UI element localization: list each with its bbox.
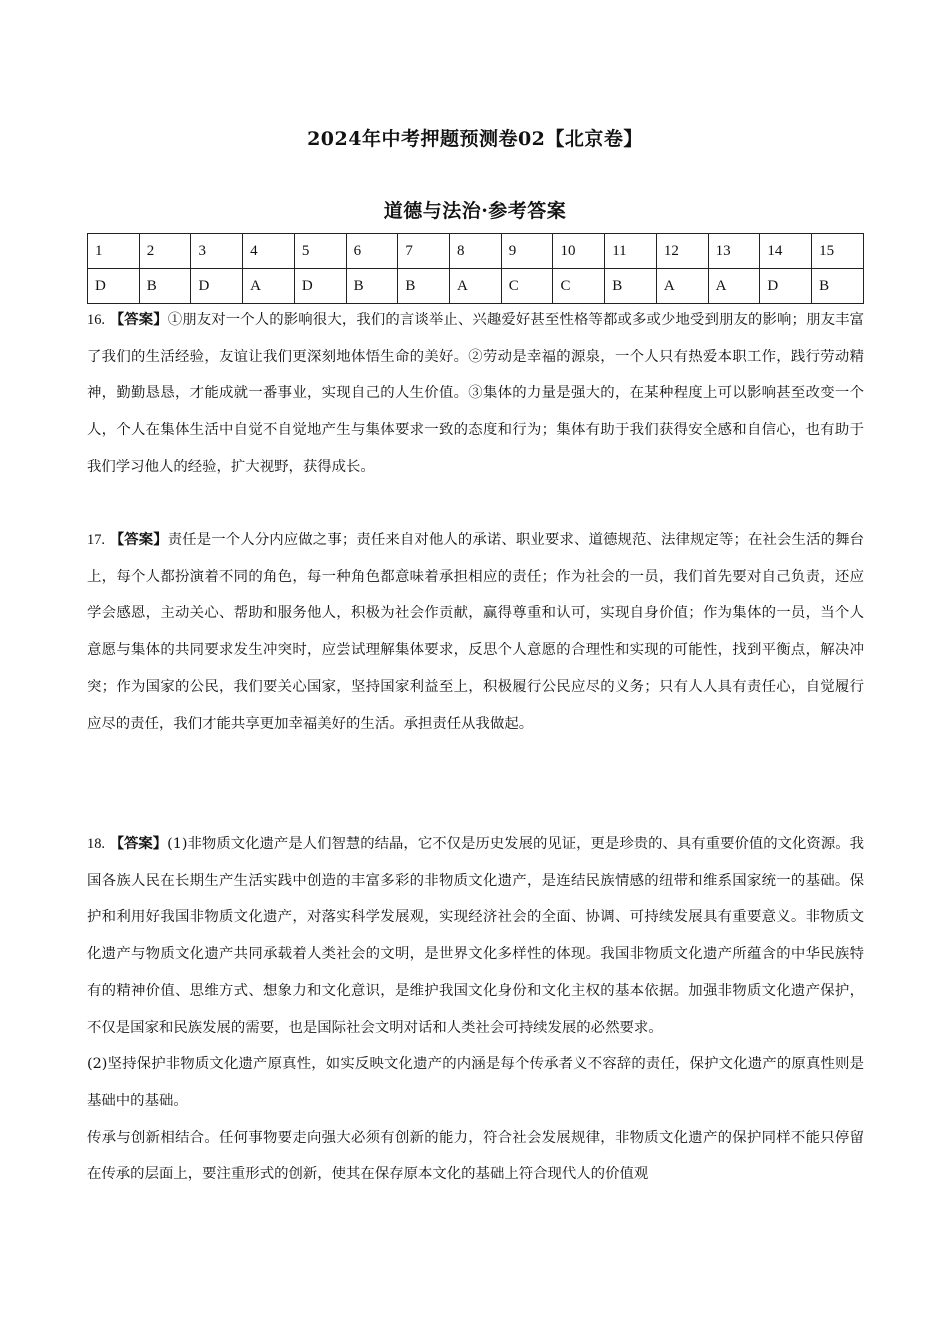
answer-cell: C (553, 269, 605, 304)
question-number-cell: 11 (605, 234, 657, 269)
question-number-cell: 15 (812, 234, 864, 269)
answer-18 (87, 826, 864, 1193)
answer-18-tag: 【答案】 (109, 835, 168, 852)
question-number-cell: 5 (294, 234, 346, 269)
answer-18-paragraph-1 (87, 826, 864, 1046)
answer-18-part-1: (1)非物质文化遗产是人们智慧的结晶，它不仅是历史发展的见证，更是珍贵的、具有重要价值的文化资源。我国各族人民在长期生产生活实践中创造的丰富多彩的非物质文化遗产，是连结民族情感的纽带和维系国家统一的基础。保护和利用好我国非物质文化遗产，对落实科学发展观，实现经济社会的全面、协调、可持续发展具有重要意义。非物质文化遗产与物质文化遗产共同承载着人类社会的文明，是世界文化多样性的体现。我国非物质文化遗产所蕴含的中华民族特有的精神价值、思维方式、想象力和文化意识，是维护我国文化身份和文化主权的基本依据。加强非物质文化遗产保护，不仅是国家和民族发展的需要，也是国际社会文明对话和人类社会可持续发展的必然要求。 (87, 836, 864, 1036)
answer-17-paragraph (87, 522, 864, 742)
answer-cell: B (398, 269, 450, 304)
question-number-cell: 14 (760, 234, 812, 269)
answer-table-answer-row (88, 269, 864, 304)
answer-cell: A (450, 269, 502, 304)
answer-17-text: 责任是一个人分内应做之事；责任来自对他人的承诺、职业要求、道德规范、法律规定等；在社会生活的舞台上，每个人都扮演着不同的角色，每一种角色都意味着承担相应的责任；作为社会的一员，我们首先要对自己负责，还应学会感恩，主动关心、帮助和服务他人，积极为社会作贡献，赢得尊重和认可，实现自身价值；作为集体的一员，当个人意愿与集体的共同要求发生冲突时，应尝试理解集体要求，反思个人意愿的合理性和实现的可能性，找到平衡点，解决冲突；作为国家的公民，我们要关心国家，坚持国家利益至上，积极履行公民应尽的义务；只有人人具有责任心，自觉履行应尽的责任，我们才能共享更加幸福美好的生活。承担责任从我做起。 (87, 532, 864, 732)
answer-17 (87, 522, 864, 742)
document-subtitle: 道德与法治·参考答案 (383, 200, 567, 222)
answer-cell: A (708, 269, 760, 304)
answer-17-tag: 【答案】 (109, 531, 168, 548)
question-number-cell: 7 (398, 234, 450, 269)
answer-16-text: ①朋友对一个人的影响很大，我们的言谈举止、兴趣爱好甚至性格等都或多或少地受到朋友的影响；朋友丰富了我们的生活经验，友谊让我们更深刻地体悟生命的美好。②劳动是幸福的源泉，一个人只有热爱本职工作，践行劳动精神，勤勤恳恳，才能成就一番事业，实现自己的人生价值。③集体的力量是强大的，在某种程度上可以影响甚至改变一个人，个人在集体生活中自觉不自觉地产生与集体要求一致的态度和行为；集体有助于我们获得安全感和自信心，也有助于我们学习他人的经验，扩大视野，获得成长。 (87, 312, 864, 475)
answer-table (87, 233, 864, 304)
question-number-cell: 4 (243, 234, 295, 269)
answer-table-number-row (88, 234, 864, 269)
answer-18-paragraph-3: 传承与创新相结合。任何事物要走向强大必须有创新的能力，符合社会发展规律，非物质文化遗产的保护同样不能只停留在传承的层面上，要注重形式的创新，使其在保存原本文化的基础上符合现代人的价值观 (87, 1129, 864, 1183)
document-title: 2024年中考押题预测卷02【北京卷】 (307, 128, 643, 150)
question-number-cell: 13 (708, 234, 760, 269)
answer-cell: D (88, 269, 140, 304)
answer-17-number: 17. (87, 532, 105, 548)
answer-cell: B (139, 269, 191, 304)
answer-cell: B (605, 269, 657, 304)
answer-cell: D (191, 269, 243, 304)
question-number-cell: 8 (450, 234, 502, 269)
answer-cell: B (812, 269, 864, 304)
answer-cell: D (294, 269, 346, 304)
answer-16-paragraph (87, 302, 864, 486)
answer-cell: A (243, 269, 295, 304)
answer-16-tag: 【答案】 (109, 311, 168, 328)
question-number-cell: 2 (139, 234, 191, 269)
answer-16-number: 16. (87, 312, 105, 328)
answer-18-paragraph-2: (2)坚持保护非物质文化遗产原真性，如实反映文化遗产的内涵是每个传承者义不容辞的责任，保护文化遗产的原真性则是基础中的基础。 (87, 1056, 864, 1109)
question-number-cell: 1 (88, 234, 140, 269)
answer-18-number: 18. (87, 836, 105, 852)
question-number-cell: 6 (346, 234, 398, 269)
question-number-cell: 10 (553, 234, 605, 269)
answer-cell: C (501, 269, 553, 304)
answer-cell: A (656, 269, 708, 304)
question-number-cell: 9 (501, 234, 553, 269)
question-number-cell: 3 (191, 234, 243, 269)
question-number-cell: 12 (656, 234, 708, 269)
answer-16 (87, 302, 864, 486)
answer-cell: D (760, 269, 812, 304)
answer-cell: B (346, 269, 398, 304)
